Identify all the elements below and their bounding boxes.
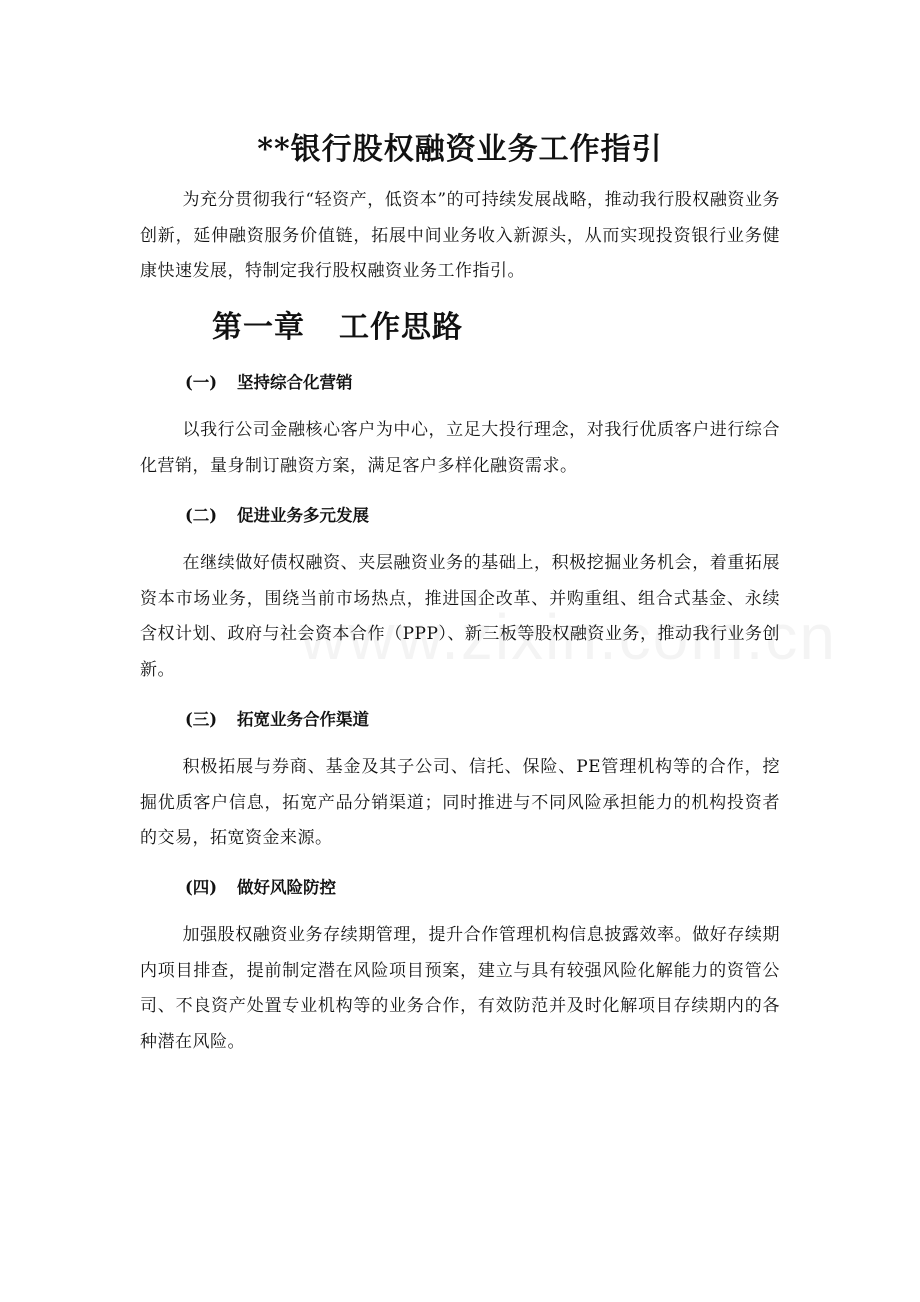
section-number: (四) [185,878,218,897]
intro-paragraph: 为充分贯彻我行“轻资产，低资本”的可持续发展战略，推动我行股权融资业务创新，延伸融资服务价值链，拓展中间业务收入新源头，从而实现投资银行业务健康快速发展，特制定我行股权融资业务工作指引。 [140,190,780,281]
section-heading-4 [185,874,336,902]
chapter-heading [212,306,463,350]
chapter-label: 第一章 [212,310,305,345]
section-body-3: 积极拓展与券商、基金及其子公司、信托、保险、PE管理机构等的合作，挖掘优质客户信息，拓宽产品分销渠道；同时推进与不同风险承担能力的机构投资者的交易，拓宽资金来源。 [140,757,780,848]
section-number: (一) [185,373,218,392]
section-number: (三) [185,710,218,729]
section-heading-3 [185,706,369,734]
section-number: (二) [185,506,218,525]
section-title: 促进业务多元发展 [237,506,369,525]
section-title: 坚持综合化营销 [237,373,353,392]
section-heading-1 [185,369,353,397]
section-heading-2 [185,502,369,530]
section-body-2: 在继续做好债权融资、夹层融资业务的基础上，积极挖掘业务机会，着重拓展资本市场业务，围绕当前市场热点，推进国企改革、并购重组、组合式基金、永续含权计划、政府与社会资本合作（PPP）、新三板等股权融资业务，推动我行业务创新。 [140,553,780,680]
section-body-1: 以我行公司金融核心客户为中心，立足大投行理念，对我行优质客户进行综合化营销，量身制订融资方案，满足客户多样化融资需求。 [140,420,780,476]
section-title: 做好风险防控 [237,878,336,897]
section-title: 拓宽业务合作渠道 [237,710,369,729]
chapter-title: 工作思路 [339,310,463,345]
document-title: **银行股权融资业务工作指引 [257,132,663,167]
section-body-4: 加强股权融资业务存续期管理，提升合作管理机构信息披露效率。做好存续期内项目排查，提前制定潜在风险项目预案，建立与具有较强风险化解能力的资管公司、不良资产处置专业机构等的业务合作，有效防范并及时化解项目存续期内的各种潜在风险。 [140,925,780,1052]
